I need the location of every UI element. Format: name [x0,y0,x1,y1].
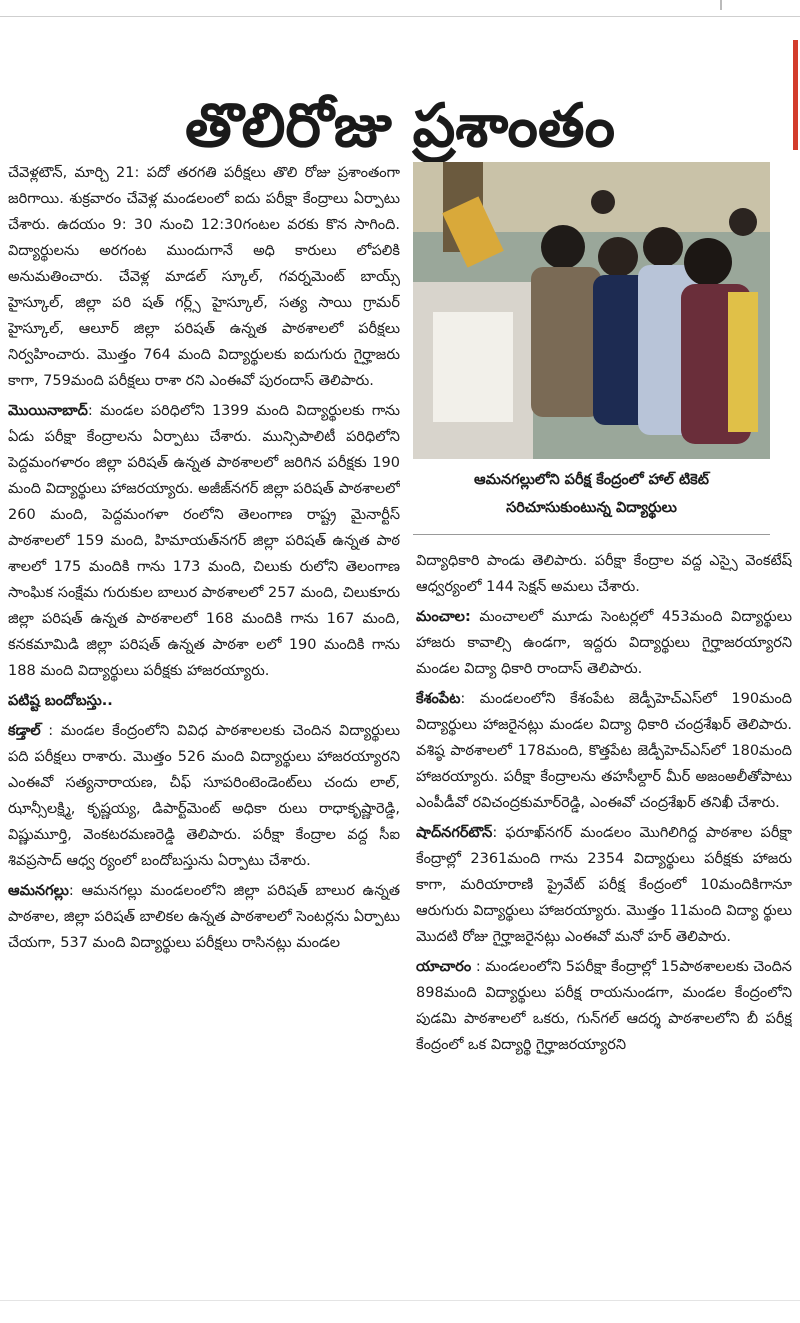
article-left-column [8,160,400,1290]
article-right-column [416,548,792,1290]
photo-caption [413,466,770,528]
caption-divider [413,534,770,535]
page-bottom-border [0,1300,800,1301]
manchal-text: మంచాలలో మూడు సెంటర్లలో 453మంది విద్యార్థులు హాజరు కావాల్సి ఉండగా, ఇద్దరు విద్యార్థులు గైర్హాజరయ్యారని మండల విద్యా ధికారి రాందాస్ తెలిపారు. [416,609,792,677]
amanagal-continued: విద్యాధికారి పాండు తెలిపారు. పరీక్షా కేంద్రాల వద్ద ఎస్సై వెంకటేష్ ఆధ్వర్యంలో 144 సెక్షన్ అమలు చేశారు. [416,553,792,595]
shadnagar-text: : ఫరూఖ్‌నగర్ మండలం మొగిలిగిద్ద పాఠశాల పరీక్షా కేంద్రాల్లో 2361మంది గాను 2354 విద్యార్థులు పరీక్షకు హాజరు కాగా, మరియారాణి ప్రైవేట్ పరీక్ష కేంద్రంలో 10మందికిగానూ ఆరుగురు విద్యార్థులు హాజరయ్యారు. మొత్తం 11మంది విద్యా ర్థులు మొదటి రోజు గైర్హాజరైనట్లు ఎంఈవో మనో హర్ తెలిపారు. [416,825,792,945]
manchal-paragraph [416,604,792,682]
keshampet-label: కేశంపేట [416,691,461,707]
students-photo-illustration [413,162,770,459]
caption-line-2: సరిచూసుకుంటున్న విద్యార్థులు [506,500,677,516]
page-edge-tick [720,0,722,10]
keshampet-text: : మండలంలోని కేశంపేట జెడ్పీహెచ్ఎస్‌లో 190మంది విద్యార్థులు హాజరైనట్లు మండల విద్యా ధికారి చంద్రశేఖర్ తెలిపారు. వశిష్ఠ పాఠశాలలో 178మంది, కొత్తపేట జెడ్పీహెచ్ఎస్‌లో 180మంది హాజరయ్యారు. పరీక్షా కేంద్రాలను తహసీల్దార్ మీర్ అజంఅలీతోపాటు ఎంపీడీవో రవిచంద్రకుమార్‌రెడ్డి, ఎంఈవో చంద్రశేఖర్ తనిఖీ చేశారు. [416,691,792,811]
news-photo [413,162,770,459]
intro-text: చేవెళ్లటౌన్, మార్చి 21: పదో తరగతి పరీక్షలు తొలి రోజు ప్రశాంతంగా జరిగాయి. శుక్రవారం చేవెళ్ల మండలంలో ఐదు పరీక్షా కేంద్రాలు ఏర్పాటు చేశారు. ఉదయం 9: 30 నుంచి 12:30గంటల వరకు కొన సాగింది. విద్యార్థులను అరగంట ముందుగానే అధి కారులు లోపలికి అనుమతించారు. చేవెళ్ల మాడల్ స్కూల్, గవర్నమెంట్ బాయ్స్ హైస్కూల్, జిల్లా పరి షత్ గర్ల్స్ హైస్కూల్, సత్య సాయి గ్రామర్ హైస్కూల్, ఆలూర్ జిల్లా పరిషత్ ఉన్నత పాఠశాలలో పరీక్షలు నిర్వహించారు. మొత్తం 764 మంది విద్యార్థులకు ఐదుగురు గైర్హాజరు కాగా, 759మంది పరీక్షలు రాశా రని ఎంఈవో పురందాస్ తెలిపారు. [8,165,400,389]
yacharam-text: : మండలంలోని 5పరీక్షా కేంద్రాల్లో 15పాఠశాలలకు చెందిన 898మంది విద్యార్థులు పరీక్ష రాయనుండగా, మండల కేంద్రంలోని పుడమి పాఠశాలలో ఒకరు, గున్‌గల్ ఆదర్శ పాఠశాలలోని బీ పరీక్ష కేంద్రంలో ఒక విద్యార్థి గైర్హాజరయ్యారని [416,959,792,1053]
moinabad-paragraph [8,398,400,684]
caption-line-1: ఆమనగల్లులోని పరీక్ష కేంద్రంలో హాల్ టికెట్ [474,472,709,488]
manchal-label: మంచాల: [416,609,471,625]
keshampet-paragraph [416,686,792,816]
kadthal-paragraph [8,718,400,874]
headline: తొలిరోజు ప్రశాంతం [184,91,616,162]
kadthal-text: : మండల కేంద్రంలోని వివిధ పాఠశాలలకు చెందిన విద్యార్థులు పది పరీక్షలు రాశారు. మొత్తం 526 మంది విద్యార్థులు హాజరయ్యారని ఎంఈవో సత్యనారాయణ, చీఫ్ సూపరింటెండెంట్‌లు చందు లాల్, ఝాన్సీలక్ష్మి, కృష్ణయ్య, డిపార్ట్‌మెంట్ అధికా రులు రాధాకృష్ణారెడ్డి, విష్ణుమూర్తి, వెంకటరమణరెడ్డి తెలిపారు. పరీక్షా కేంద్రాల వద్ద సీఐ శివప్రసాద్ ఆధ్వ ర్యంలో బందోబస్తును ఏర్పాటు చేశారు. [8,723,400,869]
kadthal-label: కడ్తాల్ [8,723,41,739]
shadnagar-paragraph [416,820,792,950]
yacharam-paragraph [416,954,792,1058]
amanagal-paragraph [8,878,400,956]
amanagal-text: : ఆమనగల్లు మండలంలోని జిల్లా పరిషత్ బాలుర ఉన్నత పాఠశాల, జిల్లా పరిషత్ బాలికల ఉన్నత పాఠశాలలో సెంటర్లను ఏర్పాటు చేయగా, 537 మంది విద్యార్థులు పరీక్షలు రాసినట్లు మండల [8,883,400,951]
moinabad-label: మొయినాబాద్ [8,403,88,419]
yacharam-label: యాచారం [416,959,472,975]
shadnagar-label: షాద్‌నగర్‌టౌన్ [416,825,493,841]
page-top-border [0,0,800,17]
moinabad-text: : మండల పరిధిలోని 1399 మంది విద్యార్థులకు గాను ఏడు పరీక్షా కేంద్రాలను ఏర్పాటు చేశారు. మున్సిపాలిటీ పరిధిలోని పెద్దమంగళారం జిల్లా పరిషత్ ఉన్నత పాఠశాలలో జరిగిన పరీక్షకు 190 మంది విద్యార్థులు హాజరయ్యారు. అజీజ్‌నగర్ జిల్లా పరిషత్ పాఠశాలలో 260 మంది, పెద్దమంగళా రంలోని తెలంగాణ రాష్ట్ర మైనార్టీస్ పాఠశాలలో 159 మంది, హిమాయత్‌నగర్ జిల్లా పరిషత్ ఉన్నత పాఠ శాలలో 175 మందికి గాను 173 మంది, చిలుకు రులోని తెలంగాణ సాంఘిక సంక్షేమ గురుకుల బాలుర పాఠశాలలో 257 మంది, చిలుకూరు జిల్లా పరిషత్ ఉన్నత పాఠశాలలో 168 మందికి గాను 167 మంది, కనకమామిడి జిల్లా పరిషత్ ఉన్నత పాఠశా లలో 190 మందికి గాను 188 మంది విద్యార్థులు పరీక్షకు హాజరయ్యారు. [8,403,400,679]
security-subheading: పటిష్ట బందోబస్తు.. [8,693,113,709]
amanagal-label: ఆమనగల్లు [8,883,69,899]
intro-paragraph [8,160,400,394]
